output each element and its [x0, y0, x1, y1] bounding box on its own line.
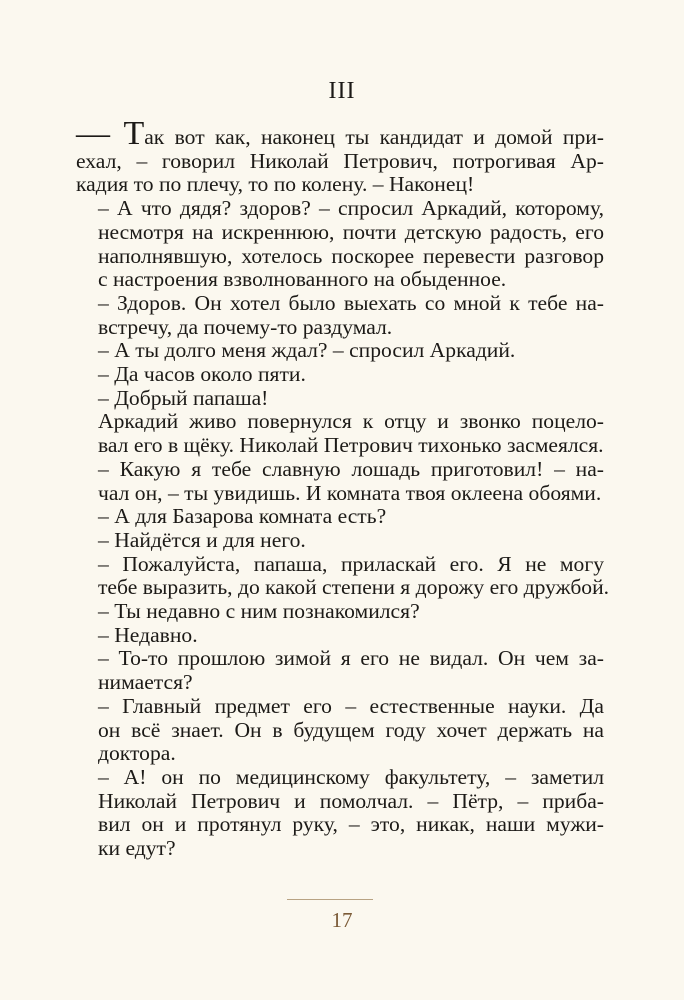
text-line: он всё знает. Он в будущем году хочет держать на	[98, 717, 604, 742]
paragraph	[76, 339, 604, 363]
paragraph	[76, 647, 604, 694]
text-line: Николай Петрович и помолчал. – Пётр, – приба-	[98, 788, 604, 813]
text-line: – А что дядя? здоров? – спросил Аркадий, которому,	[98, 196, 604, 221]
text-line: встречу, да почему-то раздумал.	[98, 314, 393, 339]
text-line: – Пожалуйста, папаша, приласкай его. Я не могу	[98, 551, 604, 576]
text-line: – Найдётся и для него.	[98, 527, 306, 552]
text-line: Аркадий живо повернулся к отцу и звонко поцело-	[98, 409, 604, 434]
text-line: несмотря на искреннюю, почти детскую радость, его	[98, 219, 604, 244]
text-line	[76, 115, 604, 152]
paragraph	[76, 551, 610, 600]
text-line: – Добрый папаша!	[98, 385, 269, 410]
text-line: кадия то по плечу, то по колену. – Наконец!	[76, 172, 475, 197]
drop-cap: — Т	[76, 115, 145, 152]
footer-rule	[287, 899, 373, 900]
paragraph	[76, 766, 604, 861]
paragraph	[76, 292, 604, 339]
chapter-heading: III	[328, 78, 356, 104]
text-line: – Да часов около пяти.	[98, 362, 306, 387]
text-line: – Ты недавно с ним познакомился?	[98, 599, 420, 624]
paragraph	[76, 529, 604, 553]
text-line: чал он, – ты увидишь. И комната твоя оклеена обоями.	[98, 480, 602, 505]
paragraph	[76, 197, 604, 292]
text-line: вал его в щёку. Николай Петрович тихонько засмеялся.	[98, 433, 604, 458]
paragraph	[76, 624, 604, 648]
text-line: вил он и протянул руку, – это, никак, наши мужи-	[98, 812, 604, 837]
text-line: – Главный предмет его – естественные науки. Да	[98, 693, 604, 718]
text-line: – То-то прошлою зимой я его не видал. Он чем за-	[98, 646, 604, 671]
text-line: – Здоров. Он хотел было выехать со мной к тебе на-	[98, 290, 604, 315]
text-line: – А ты долго меня ждал? – спросил Аркадий.	[98, 338, 516, 363]
text-line: – Недавно.	[98, 622, 198, 647]
paragraph	[76, 505, 604, 529]
page-number: 17	[331, 908, 353, 932]
paragraph	[76, 600, 604, 624]
text-line: – А для Базарова комната есть?	[98, 504, 387, 529]
text-line: с настроения взволнованного на обыденное.	[98, 267, 507, 292]
paragraph	[76, 387, 604, 411]
paragraph	[76, 363, 604, 387]
text-line: тебе выразить, до какой степени я дорожу его дружбой.	[98, 575, 610, 600]
body-text	[76, 115, 610, 861]
paragraph	[76, 410, 604, 457]
text-line: нимается?	[98, 670, 193, 695]
text-line: – Какую я тебе славную лошадь приготовил! – на-	[98, 456, 604, 481]
text-line: доктора.	[98, 741, 176, 766]
text-line: ехал, – говорил Николай Петрович, потрогивая Ар-	[76, 148, 604, 173]
paragraph	[76, 695, 604, 766]
text-line: наполнявшую, хотелось поскорее перевести разговор	[98, 243, 604, 268]
text-line-rest: ак вот как, наконец ты кандидат и домой при-	[144, 125, 604, 149]
paragraph	[76, 115, 604, 197]
text-line: ки едут?	[98, 836, 176, 861]
paragraph	[76, 458, 604, 505]
text-line: – А! он по медицинскому факультету, – заметил	[98, 764, 604, 789]
